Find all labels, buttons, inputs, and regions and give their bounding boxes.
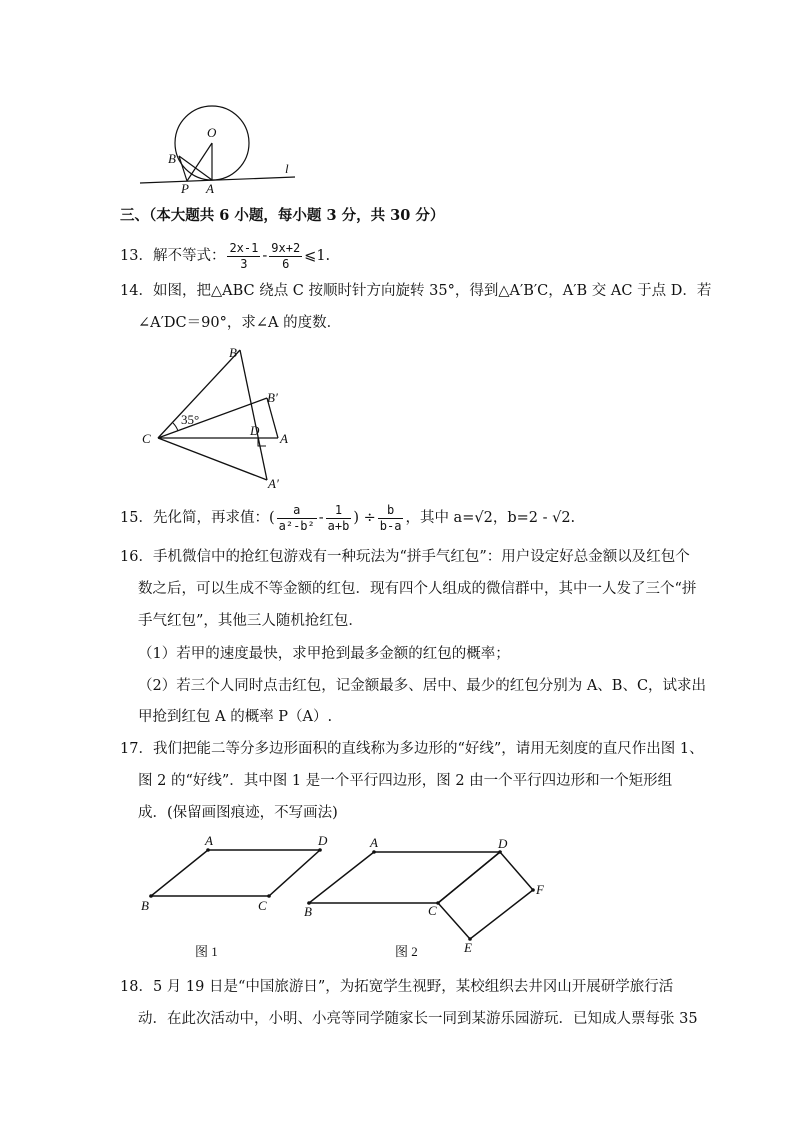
circle-tangent-figure <box>135 95 305 195</box>
label-A: A <box>280 431 288 446</box>
q13-fraction-1 <box>227 241 260 272</box>
q15-number: 15． <box>120 510 153 526</box>
label-A: A <box>206 181 214 196</box>
q15-f1-num: a <box>277 503 317 519</box>
q15-fraction-1 <box>277 503 317 534</box>
q13-frac1-den: 3 <box>240 256 248 271</box>
q14-line-1: 14．如图，把△ABC 绕点 C 按顺时针方向旋转 35°，得到△A′B′C，A′B 交 AC 于点 D．若 <box>120 283 712 299</box>
fig1-caption: 图 1 <box>195 944 218 959</box>
q15-minus: - <box>318 510 324 526</box>
q13-prefix: 解不等式： <box>152 248 226 264</box>
label-A-prime: A′ <box>268 476 279 491</box>
q17-line-3: 成．(保留画图痕迹，不写画法) <box>138 805 338 821</box>
q13-minus: - <box>262 248 268 264</box>
q16-line-2: 数之后，可以生成不等金额的红包．现有四个人组成的微信群中，其中一人发了三个“拼 <box>138 581 697 597</box>
q17-line-1: 17．我们把能二等分多边形面积的直线称为多边形的“好线”，请用无刻度的直尺作出图 1、 <box>120 741 704 757</box>
q13-fraction-2 <box>269 241 302 272</box>
fig1-dot-C <box>267 894 271 898</box>
fig2-dot-C <box>436 901 440 905</box>
fig1-dot-D <box>318 848 322 852</box>
question-15 <box>120 500 575 536</box>
label-angle-35: 35° <box>181 412 200 427</box>
fig1-parallelogram <box>151 850 320 896</box>
q13-number: 13． <box>120 248 153 264</box>
section-3-header: 三、（本大题共 6 小题，每小题 3 分，共 30 分） <box>120 207 445 224</box>
q14-line-2: ∠A′DC＝90°，求∠A 的度数． <box>138 315 342 331</box>
fig1-dot-A <box>206 848 210 852</box>
fig1-dot-B <box>149 894 153 898</box>
q13-frac2-den: 6 <box>282 256 290 271</box>
q13-suffix: ⩽1. <box>304 248 331 264</box>
segment-BA-prime <box>240 350 267 480</box>
fig2-dot-A <box>372 850 376 854</box>
q16-line-4: （1）若甲的速度最快，求甲抢到最多金额的红包的概率； <box>138 646 510 662</box>
fig1-label-B: B <box>141 898 149 913</box>
q18-line-1: 18．5 月 19 日是“中国旅游日”，为拓宽学生视野，某校组织去井冈山开展研学旅行活 <box>120 979 674 995</box>
label-B: B <box>229 345 237 360</box>
fig2-label-A: A <box>370 835 378 850</box>
fig2-label-C: C <box>428 903 437 918</box>
q13-frac1-num: 2x-1 <box>229 240 259 255</box>
q15-f1-den: a²-b² <box>278 518 315 533</box>
good-line-figures <box>135 832 565 962</box>
q15-fraction-3 <box>378 503 404 534</box>
fig2-caption: 图 2 <box>395 944 418 959</box>
fig1-label-C: C <box>258 898 267 913</box>
q16-line-5: （2）若三个人同时点击红包，记金额最多、居中、最少的红包分别为 A、B、C，试求出 <box>138 678 707 694</box>
segment-OP <box>187 143 212 181</box>
q16-line-6: 甲抢到红包 A 的概率 P（A）. <box>138 709 333 725</box>
q16-line-3: 手气红包”，其他三人随机抢红包． <box>138 613 363 629</box>
q15-f3-num: b <box>378 503 404 519</box>
q15-f2-num: 1 <box>326 503 352 519</box>
label-P: P <box>181 181 189 196</box>
fig2-label-B: B <box>304 904 312 919</box>
q15-f3-den: b-a <box>379 518 402 533</box>
fig2-label-E: E <box>464 940 472 955</box>
rotation-triangle-figure <box>135 340 305 495</box>
label-l: l <box>285 161 289 176</box>
q15-prefix: 先化简，再求值： <box>152 510 269 526</box>
label-B-prime: B′ <box>267 390 278 405</box>
fig1-label-D: D <box>318 833 328 848</box>
q13-frac2-num: 9x+2 <box>271 240 301 255</box>
segment-CA-prime <box>158 438 267 480</box>
fig2-label-F: F <box>536 882 544 897</box>
label-B: B <box>168 151 176 166</box>
fig2-parallelogram <box>309 852 500 903</box>
angle-arc-35 <box>173 423 178 431</box>
fig1-label-A: A <box>205 833 213 848</box>
fig2-label-D: D <box>498 836 508 851</box>
q15-fraction-2 <box>326 503 352 534</box>
q15-close-div: ) ÷ <box>353 510 376 526</box>
q17-line-2: 图 2 的“好线”．其中图 1 是一个平行四边形，图 2 由一个平行四边形和一个矩形组 <box>138 773 673 789</box>
fig2-rectangle <box>438 852 533 939</box>
q18-line-2: 动．在此次活动中，小明、小亮等同学随家长一同到某游乐园游玩．已知成人票每张 35 <box>138 1011 698 1027</box>
label-C: C <box>142 431 151 446</box>
q16-line-1: 16．手机微信中的抢红包游戏有一种玩法为“拼手气红包”：用户设定好总金额以及红包个 <box>120 549 690 565</box>
fig2-dot-F <box>531 888 535 892</box>
q15-f2-den: a+b <box>327 518 350 533</box>
q15-suffix: ，其中 a=√2，b=2 - √2. <box>405 510 576 526</box>
tangent-line-l <box>140 177 295 183</box>
q15-open-paren: ( <box>268 510 275 526</box>
label-O: O <box>207 125 217 140</box>
label-D: D <box>250 423 260 438</box>
question-13 <box>120 238 330 274</box>
